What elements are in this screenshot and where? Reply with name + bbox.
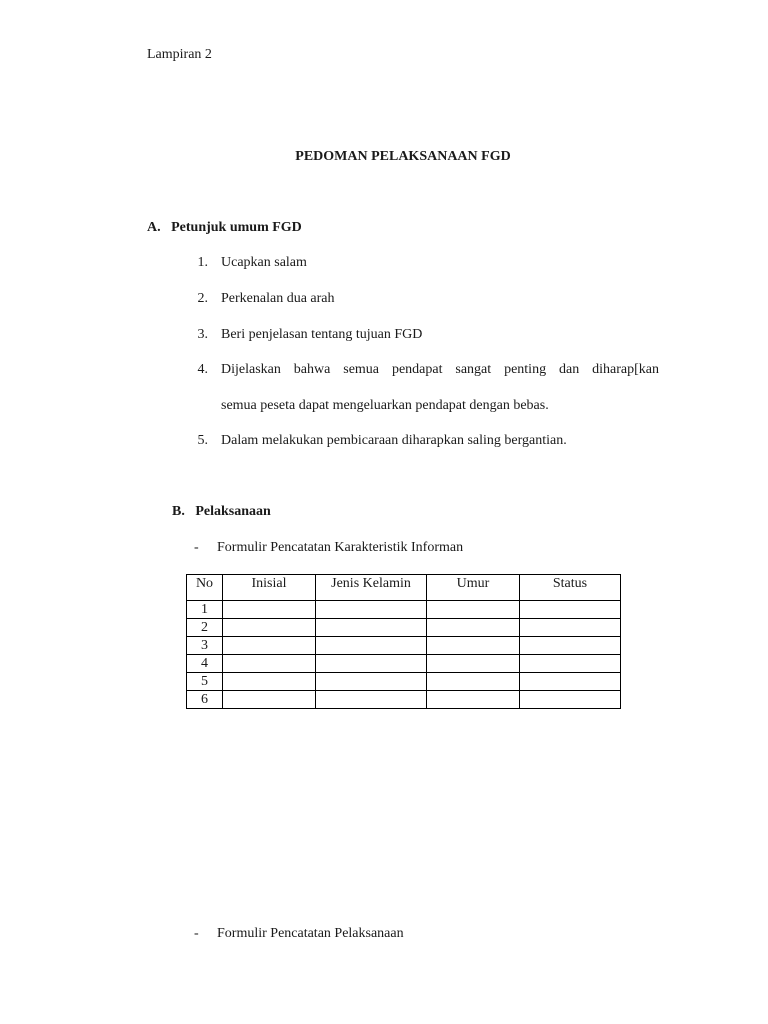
- form-implementation-label: Formulir Pencatatan Pelaksanaan: [217, 926, 404, 941]
- table-row: [187, 637, 621, 655]
- form-characteristics-label: Formulir Pencatatan Karakteristik Informan: [217, 540, 464, 555]
- section-a-heading: A. Petunjuk umum FGD: [147, 220, 302, 235]
- table-cell: [427, 601, 520, 619]
- table-cell: [427, 691, 520, 709]
- table-cell: [223, 601, 316, 619]
- list-number: 5.: [197, 433, 208, 448]
- list-number: 3.: [197, 327, 208, 342]
- table-cell: [427, 673, 520, 691]
- column-header-jenis-kelamin: Jenis Kelamin: [316, 575, 427, 601]
- table-row: [187, 673, 621, 691]
- table-cell: [520, 673, 621, 691]
- table-cell-no: 1: [187, 601, 223, 619]
- table-cell-no: 3: [187, 637, 223, 655]
- dash-bullet: -: [194, 540, 199, 555]
- table-cell: [520, 637, 621, 655]
- informant-table: [186, 574, 621, 709]
- table-cell: [223, 637, 316, 655]
- column-header-inisial: Inisial: [223, 575, 316, 601]
- dash-bullet: -: [194, 926, 199, 941]
- table-cell: [316, 655, 427, 673]
- table-cell: [427, 637, 520, 655]
- table-cell: [316, 619, 427, 637]
- list-text: Ucapkan salam: [221, 255, 307, 270]
- list-text-continuation: semua peseta dapat mengeluarkan pendapat dengan bebas.: [221, 398, 549, 413]
- appendix-label: Lampiran 2: [147, 47, 212, 62]
- table-row: [187, 655, 621, 673]
- document-title: PEDOMAN PELAKSANAAN FGD: [295, 149, 511, 164]
- list-text: Dalam melakukan pembicaraan diharapkan saling bergantian.: [221, 433, 567, 448]
- table-cell-no: 2: [187, 619, 223, 637]
- column-header-status: Status: [520, 575, 621, 601]
- table-cell: [223, 619, 316, 637]
- table-row: [187, 691, 621, 709]
- table-row: [187, 619, 621, 637]
- column-header-no: No: [187, 575, 223, 601]
- table-cell: [427, 619, 520, 637]
- list-number: 1.: [197, 255, 208, 270]
- table-row: [187, 601, 621, 619]
- table-cell: [316, 673, 427, 691]
- table-header-row: [187, 575, 621, 601]
- table-cell: [520, 691, 621, 709]
- table-cell: [427, 655, 520, 673]
- table-cell: [316, 601, 427, 619]
- list-text: Perkenalan dua arah: [221, 291, 335, 306]
- table-cell: [223, 673, 316, 691]
- table-cell-no: 6: [187, 691, 223, 709]
- table-cell-no: 4: [187, 655, 223, 673]
- table-cell-no: 5: [187, 673, 223, 691]
- table-cell: [316, 691, 427, 709]
- list-number: 2.: [197, 291, 208, 306]
- column-header-umur: Umur: [427, 575, 520, 601]
- section-b-heading: B. Pelaksanaan: [172, 504, 271, 519]
- list-text: Beri penjelasan tentang tujuan FGD: [221, 327, 423, 342]
- table-cell: [520, 655, 621, 673]
- table-cell: [223, 691, 316, 709]
- table-cell: [316, 637, 427, 655]
- list-number: 4.: [197, 362, 208, 377]
- table-cell: [520, 619, 621, 637]
- table-cell: [520, 601, 621, 619]
- list-text: Dijelaskan bahwa semua pendapat sangat penting dan diharap[kan: [221, 362, 659, 377]
- table-cell: [223, 655, 316, 673]
